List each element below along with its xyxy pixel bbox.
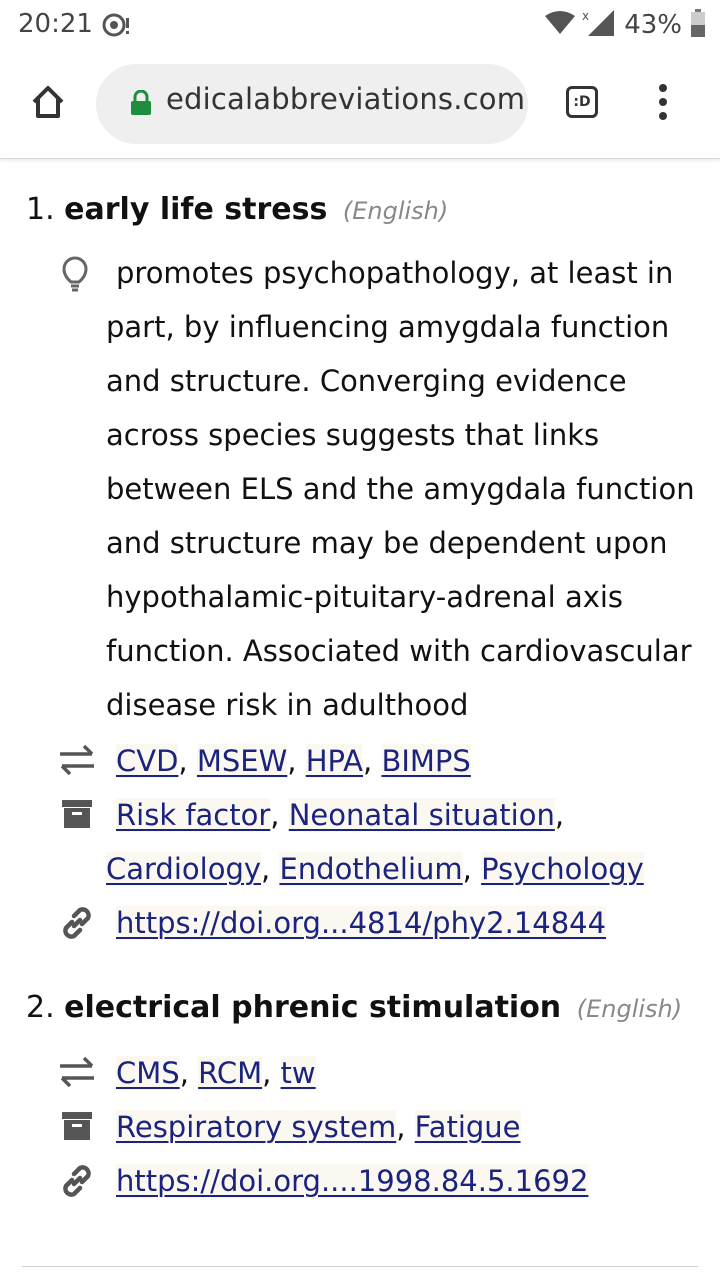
source-doi (116, 1154, 716, 1208)
entry-number: 1. (26, 192, 55, 227)
category-link[interactable]: Endothelium (279, 852, 463, 886)
browser-toolbar (0, 50, 720, 159)
home-icon[interactable] (28, 82, 68, 122)
related-abbreviations: CVD, MSEW, HPA, BIMPS (116, 744, 471, 778)
entry-header (26, 990, 682, 1025)
category-link[interactable]: Neonatal situation (288, 798, 555, 832)
category-link[interactable]: Risk factor (116, 798, 271, 832)
related-link[interactable]: MSEW (196, 744, 288, 778)
entry-term[interactable]: electrical phrenic stimulation (64, 990, 562, 1025)
url-text: edicalabbreviations.com (166, 82, 526, 116)
link-icon (56, 1160, 98, 1202)
category-link[interactable]: Cardiology (106, 852, 262, 886)
status-time: 20:21 (18, 9, 93, 39)
link-icon (56, 902, 98, 944)
related-link[interactable]: HPA (305, 744, 364, 778)
entry-header (26, 192, 448, 227)
category-tags: Risk factor, Neonatal situation, Cardiology, Endothelium, Psychology (106, 798, 644, 886)
notification-icon (102, 12, 130, 42)
doi-link[interactable]: https://doi.org....1998.84.5.1692 (116, 1164, 589, 1198)
swap-arrows-icon (56, 740, 98, 782)
archive-box-icon (56, 794, 98, 836)
swap-arrows-icon (56, 1052, 98, 1094)
entry-language: (English) (576, 995, 683, 1023)
related-link[interactable]: tw (280, 1056, 316, 1090)
tab-switcher-button[interactable]: :D (566, 86, 598, 118)
divider (22, 1266, 698, 1267)
related-abbreviations: CMS, RCM, tw (116, 1056, 316, 1090)
related-link[interactable]: CMS (116, 1056, 180, 1090)
doi-link[interactable]: https://doi.org...4814/phy2.14844 (116, 906, 607, 940)
category-link[interactable]: Fatigue (414, 1110, 521, 1144)
entry-number: 2. (26, 990, 55, 1025)
archive-box-icon (56, 1106, 98, 1148)
battery-icon (690, 9, 706, 41)
signal-icon (582, 8, 616, 42)
entry-definition: promotes psychopathology, at least in part, by influencing amygdala function and structure. Converging evidence across species suggests that links between ELS and the amygdala function and structure may be dependent upon hypothalamic-pituitary-adrenal axis function. Associated with cardiovascular disease risk in adulthood (106, 256, 695, 722)
lightbulb-icon (56, 254, 98, 296)
source-doi (116, 896, 716, 950)
entry-term[interactable]: early life stress (64, 192, 328, 227)
related-link[interactable]: RCM (198, 1056, 263, 1090)
entry-language: (English) (342, 197, 449, 225)
category-tags: Respiratory system, Fatigue (116, 1110, 521, 1144)
related-link[interactable]: CVD (116, 744, 179, 778)
svg-text:x: x (582, 9, 590, 23)
status-bar (0, 0, 720, 50)
category-link[interactable]: Psychology (481, 852, 644, 886)
overflow-menu-icon[interactable] (656, 84, 670, 124)
category-link[interactable]: Respiratory system (116, 1110, 397, 1144)
address-bar[interactable] (96, 64, 528, 144)
battery-percent: 43% (624, 10, 682, 40)
related-link[interactable]: BIMPS (381, 744, 471, 778)
lock-icon (130, 90, 152, 120)
wifi-icon (544, 10, 576, 40)
